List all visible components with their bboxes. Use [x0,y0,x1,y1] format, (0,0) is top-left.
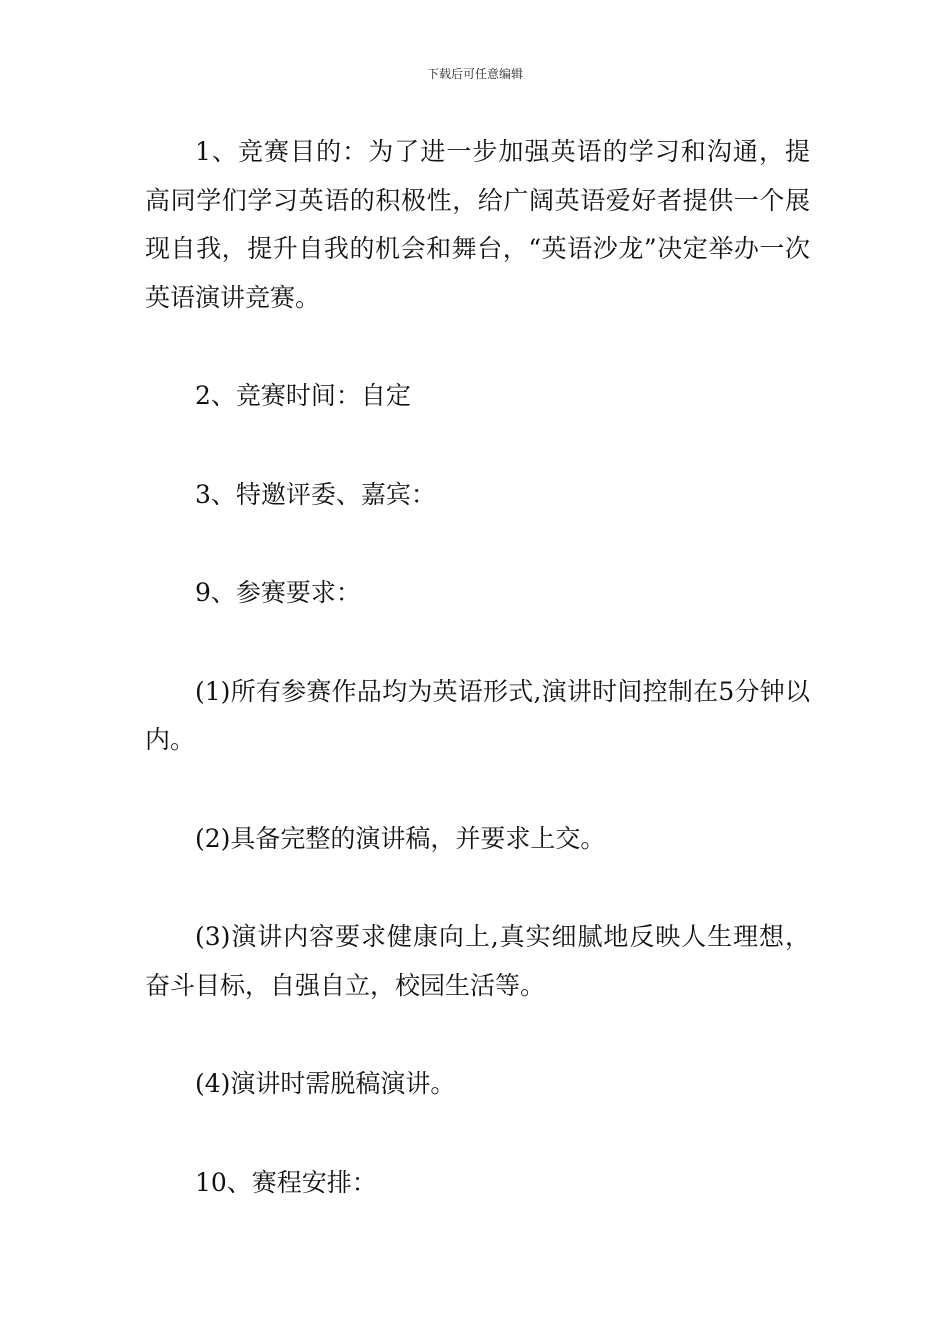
paragraph-schedule: 10、赛程安排： [195,1167,377,1197]
requirement-item-3: (3)演讲内容要求健康向上,真实细腻地反映人生理想，奋斗目标，自强自立，校园生活等。 [145,922,810,1000]
requirement-item-2: (2)具备完整的演讲稿，并要求上交。 [195,823,606,853]
requirement-item-1: (1)所有参赛作品均为英语形式,演讲时间控制在5分钟以内。 [145,676,810,754]
paragraph-purpose: 1、竞赛目的：为了进一步加强英语的学习和沟通，提高同学们学习英语的积极性，给广阔英语爱好者提供一个展现自我，提升自我的机会和舞台，“英语沙龙”决定举办一次英语演讲竞赛。 [145,137,810,312]
paragraph-judges: 3、特邀评委、嘉宾： [195,479,436,509]
requirement-item-4: (4)演讲时需脱稿演讲。 [195,1069,456,1098]
paragraph-time: 2、竞赛时间：自定 [195,381,411,410]
paragraph-requirements: 9、参赛要求： [195,578,361,607]
page-header: 下载后可任意编辑 [426,67,523,81]
document-body [145,128,810,1257]
